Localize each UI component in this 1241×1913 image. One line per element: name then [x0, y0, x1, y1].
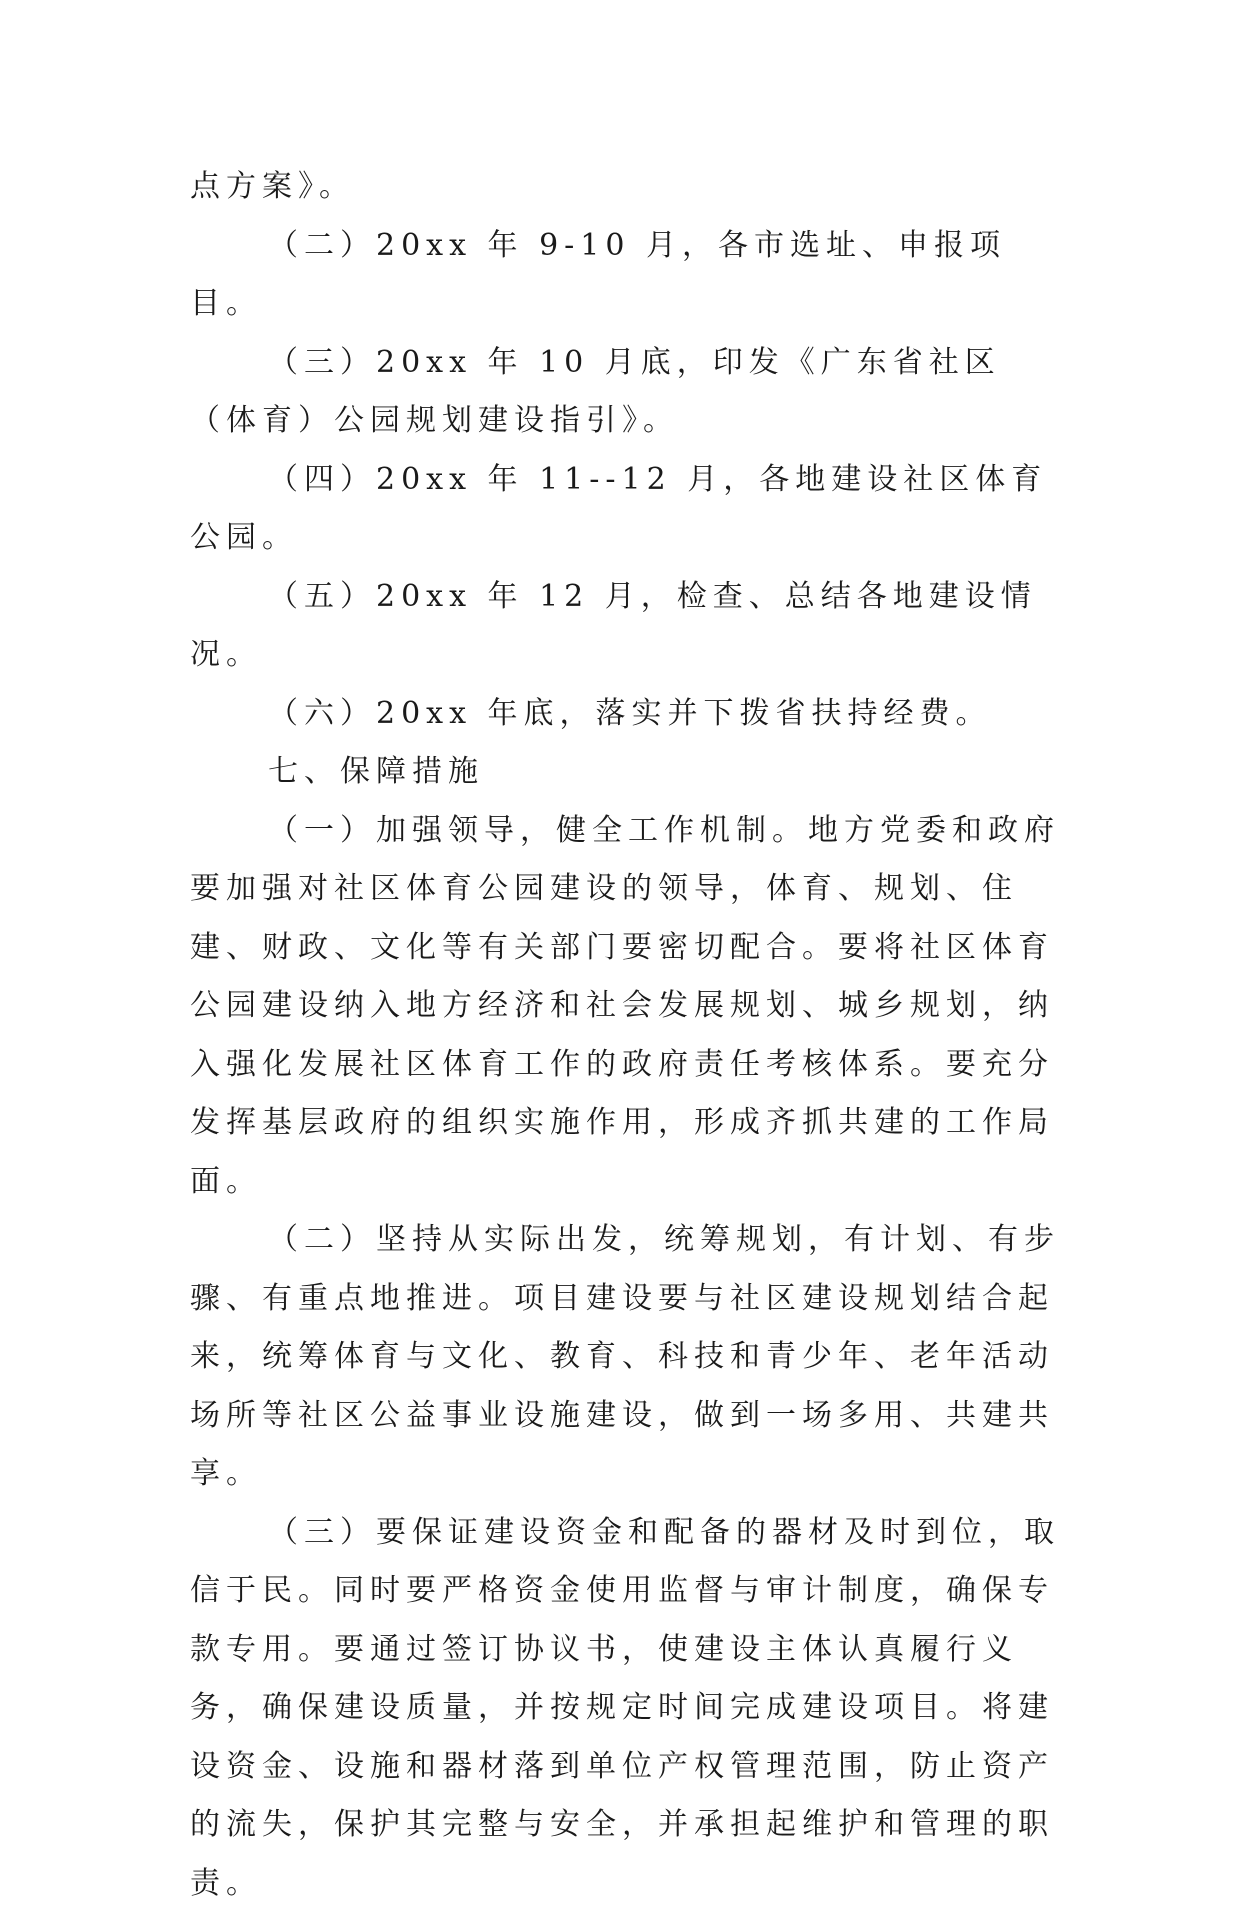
schedule-item-3: （三）20xx 年 10 月底，印发《广东省社区（体育）公园规划建设指引》。: [190, 334, 1060, 451]
measure-item-2: （二）坚持从实际出发，统筹规划，有计划、有步骤、有重点地推进。项目建设要与社区建设规划结合起来，统筹体育与文化、教育、科技和青少年、老年活动场所等社区公益事业设施建设，做到一场多用、共建共享。: [190, 1211, 1060, 1504]
schedule-item-5: （五）20xx 年 12 月，检查、总结各地建设情况。: [190, 568, 1060, 685]
paragraph-continuation: 点方案》。: [190, 158, 1060, 217]
measure-item-3: （三）要保证建设资金和配备的器材及时到位，取信于民。同时要严格资金使用监督与审计制度，确保专款专用。要通过签订协议书，使建设主体认真履行义务，确保建设质量，并按规定时间完成建设项目。将建设资金、设施和器材落到单位产权管理范围，防止资产的流失，保护其完整与安全，并承担起维护和管理的职责。: [190, 1504, 1060, 1913]
document-body: [190, 158, 1060, 1913]
schedule-item-2: （二）20xx 年 9-10 月，各市选址、申报项目。: [190, 217, 1060, 334]
schedule-item-4: （四）20xx 年 11--12 月，各地建设社区体育公园。: [190, 451, 1060, 568]
section-heading-7: 七、保障措施: [190, 743, 1060, 802]
schedule-item-6: （六）20xx 年底，落实并下拨省扶持经费。: [190, 685, 1060, 744]
measure-item-1: （一）加强领导，健全工作机制。地方党委和政府要加强对社区体育公园建设的领导，体育、规划、住建、财政、文化等有关部门要密切配合。要将社区体育公园建设纳入地方经济和社会发展规划、城乡规划，纳入强化发展社区体育工作的政府责任考核体系。要充分发挥基层政府的组织实施作用，形成齐抓共建的工作局面。: [190, 802, 1060, 1212]
